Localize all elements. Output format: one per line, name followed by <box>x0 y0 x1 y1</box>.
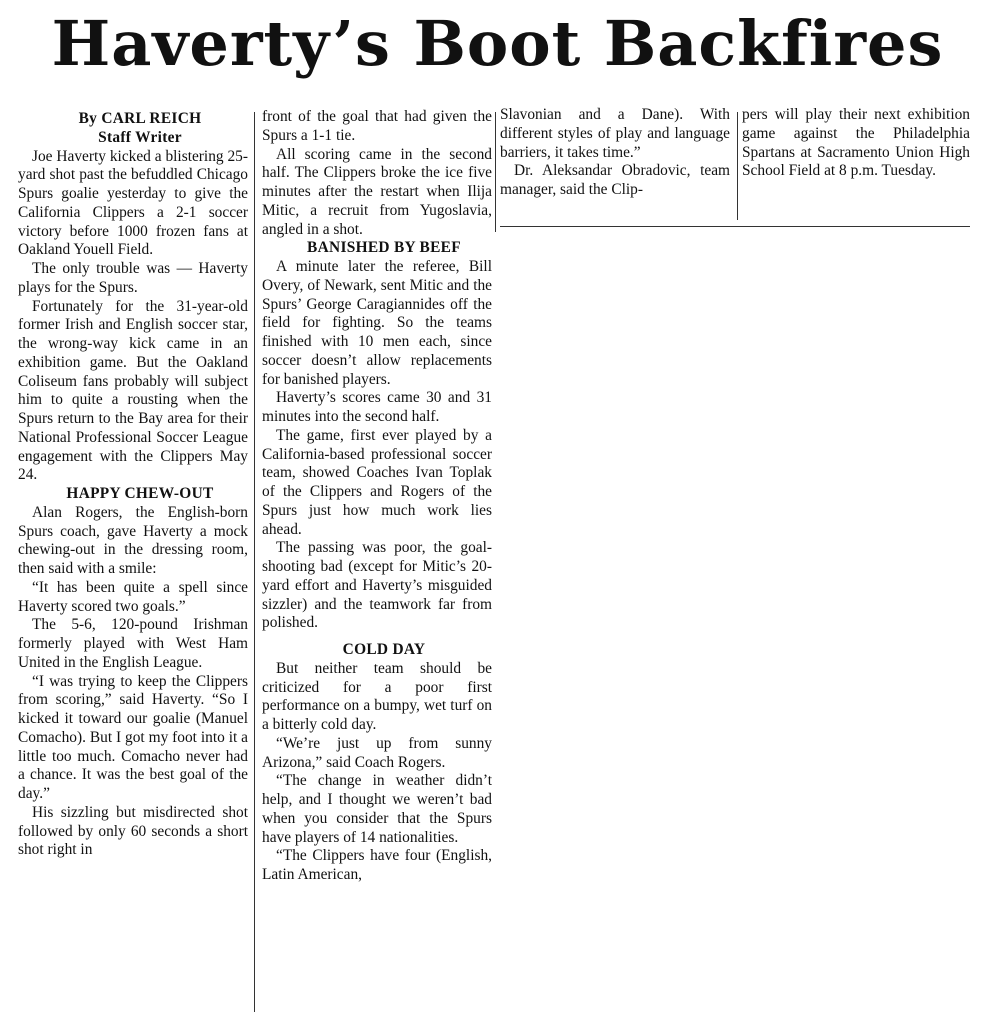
paragraph: But neither team should be criticized for a poor first performance on a bumpy, wet turf on a bitterly cold day. <box>262 659 492 733</box>
paragraph: The only trouble was — Haverty plays for the Spurs. <box>18 260 248 296</box>
subheading-banished-by-beef: BANISHED BY BEEF <box>307 239 461 257</box>
column-rule <box>737 112 738 220</box>
column-rule <box>495 112 496 232</box>
byline-author: By CARL REICH <box>78 110 202 127</box>
paragraph: “It has been quite a spell since Haverty scored two goals.” <box>18 578 248 615</box>
end-rule <box>500 226 970 227</box>
article-column-4 <box>742 106 970 181</box>
subheading-happy-chew-out: HAPPY CHEW-OUT <box>66 485 214 502</box>
article-column-1 <box>18 110 248 860</box>
paragraph: Joe Haverty kicked a blistering 25-yard shot past the befuddled Chicago Spurs goalie yesterday to give the California Clippers a 2-1 soccer victory before 1000 frozen fans at Oakland Youell Field. <box>18 147 248 259</box>
paragraph: A minute later the referee, Bill Overy, of Newark, sent Mitic and the Spurs’ George Caragiannides off the field for fighting. So the teams finished with 10 men each, since soccer doesn’t allow replacements for banished players. <box>262 258 492 388</box>
paragraph: His sizzling but misdirected shot followed by only 60 seconds a short shot right in <box>18 803 248 859</box>
paragraph: “We’re just up from sunny Arizona,” said Coach Rogers. <box>262 734 492 771</box>
paragraph: All scoring came in the second half. The Clippers broke the ice five minutes after the restart when Ilija Mitic, a recruit from Yugoslavia, angled in a shot. <box>262 145 492 238</box>
paragraph: The game, first ever played by a California-based professional soccer team, showed Coaches Ivan Toplak of the Clippers and Rogers of the Spurs just how much work lies ahead. <box>262 426 492 538</box>
paragraph: Dr. Aleksandar Obradovic, team manager, said the Clip- <box>500 162 730 198</box>
paragraph: Haverty’s scores came 30 and 31 minutes into the second half. <box>262 389 492 425</box>
column-rule <box>254 112 255 1012</box>
paragraph: pers will play their next exhibition game against the Philadelphia Spartans at Sacramento Union High School Field at 8 p.m. Tuesday. <box>742 106 970 180</box>
byline-role: Staff Writer <box>98 128 182 146</box>
paragraph: Fortunately for the 31-year-old former Irish and English soccer star, the wrong-way kick came in an exhibition game. But the Oakland Coliseum fans probably will subject him to quite a rousting when the Spurs return to the Bay area for their National Professional Soccer League engagement with the Clippers May 24. <box>18 297 248 484</box>
article-column-3 <box>500 106 730 200</box>
paragraph: front of the goal that had given the Spurs a 1-1 tie. <box>262 108 492 144</box>
article-column-2 <box>262 108 492 885</box>
paragraph: The passing was poor, the goal-shooting bad (except for Mitic’s 20-yard effort and Haverty’s misguided sizzler) and the teamwork far from polished. <box>262 539 492 632</box>
paragraph: “The Clippers have four (English, Latin American, <box>262 847 492 883</box>
paragraph: Slavonian and a Dane). With different styles of play and language barriers, it takes time.” <box>500 106 730 161</box>
paragraph: The 5-6, 120-pound Irishman formerly played with West Ham United in the English League. <box>18 616 248 671</box>
paragraph: “The change in weather didn’t help, and I thought we weren’t bad when you consider that the Spurs have players of 14 nationalities. <box>262 772 492 846</box>
headline: Haverty’s Boot Backfires <box>51 7 944 80</box>
subheading-cold-day: COLD DAY <box>342 641 426 658</box>
paragraph: Alan Rogers, the English-born Spurs coach, gave Haverty a mock chewing-out in the dressing room, then said with a smile: <box>18 503 248 577</box>
paragraph: “I was trying to keep the Clippers from scoring,” said Haverty. “So I kicked it toward our goalie (Manuel Comacho). But I got my foot into it a little too much. Comacho never had a chance. It was the best goal of the day.” <box>18 672 248 802</box>
